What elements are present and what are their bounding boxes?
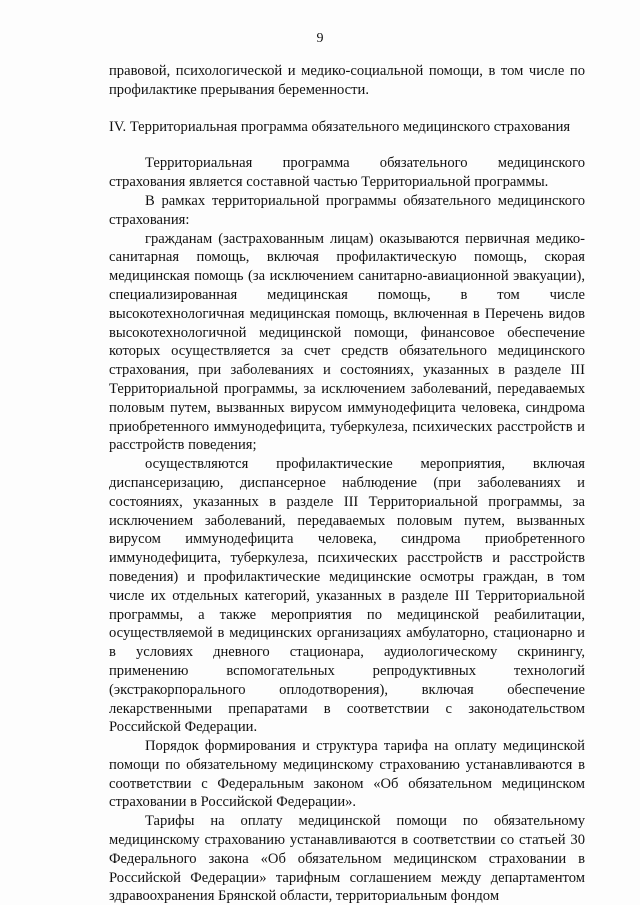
intro-paragraph: правовой, психологической и медико-социальной помощи, в том числе по профилактике прерывания беременности. — [109, 63, 585, 98]
section-heading: IV. Территориальная программа обязательного медицинского страхования — [109, 118, 571, 135]
paragraph-program-scope: В рамках территориальной программы обязательного медицинского страхования: — [109, 192, 585, 228]
paragraph-preventive-measures: осуществляются профилактические мероприятия, включая диспансеризацию, диспансерное наблюдение (при заболеваниях и состояниях, указанных в разделе III Территориальной программы, за исключением заболеваний, передаваемых половым путем, вызванных вирусом иммунодефицита человека, синдрома приобретенного иммунодефицита, туберкулеза, психических расстройств и расстройств поведения) и профилактические медицинские осмотры граждан, в том числе их отдельных категорий, указанных в разделе III Территориальной программы, а также мероприятия по медицинской реабилитации, осуществляемой в медицинских организациях амбулаторно, стационарно и в условиях дневного стационара, аудиологическому скринингу, применению вспомогательных репродуктивных технологий (экстракорпорального оплодотворения), включая обеспечение лекарственными препаратами в соответствии с законодательством Российской Федерации. — [109, 456, 585, 736]
page-number: 9 — [316, 31, 324, 46]
paragraph-tariff-structure: Порядок формирования и структура тарифа на оплату медицинской помощи по обязательному медицинскому страхованию устанавливаются в соответствии с Федеральным законом «Об обязательном медицинском страховании в Российской Федерации». — [109, 738, 585, 811]
paragraph-insured-citizens: гражданам (застрахованным лицам) оказываются первичная медико-санитарная помощь, включая профилактическую помощь, скорая медицинская помощь (за исключением санитарно-авиационной эвакуации), специализированная медицинская помощь, в том числе высокотехнологичная медицинская помощь, включенная в Перечень видов высокотехнологичной медицинской помощи, финансовое обеспечение которых осуществляется за счет средств обязательного медицинского страхования, при заболеваниях и состояниях, указанных в разделе III Территориальной программы, за исключением заболеваний, передаваемых половым путем, вызванных вирусом иммунодефицита человека, синдрома приобретенного иммунодефицита, туберкулеза, психических расстройств и расстройств поведения; — [109, 230, 585, 454]
paragraph-program-definition: Территориальная программа обязательного медицинского страхования является составной частью Территориальной программы. — [109, 155, 585, 191]
document-body — [109, 62, 585, 906]
paragraph-tariff-agreement: Тарифы на оплату медицинской помощи по обязательному медицинскому страхованию устанавливаются в соответствии со статьей 30 Федерального закона «Об обязательном медицинском страховании в Российской Федерации» тарифным соглашением между департаментом здравоохранения Брянской области, территориальным фондом — [109, 813, 585, 905]
